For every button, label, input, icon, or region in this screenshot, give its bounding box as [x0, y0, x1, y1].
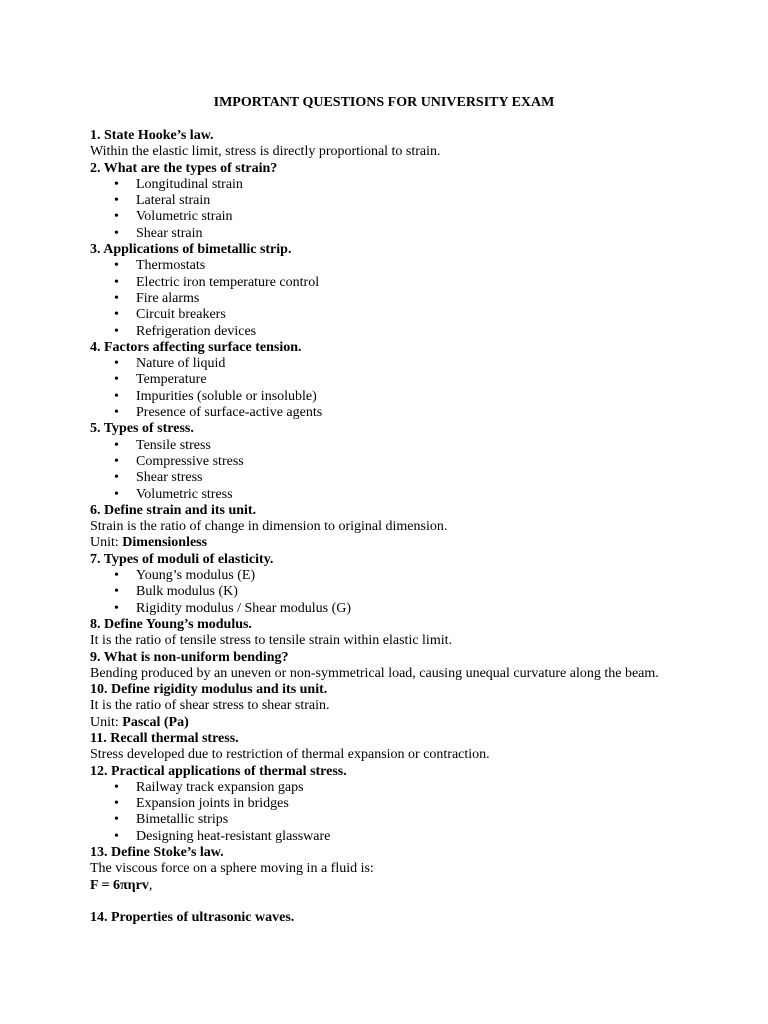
question-2-heading: 2. What are the types of strain? [90, 160, 278, 176]
question-10-heading: 10. Define rigidity modulus and its unit. [90, 682, 328, 698]
blank-line [90, 894, 750, 910]
list-item: • Tensile stress [90, 438, 750, 454]
list-item: • Rigidity modulus / Shear modulus (G) [90, 601, 750, 617]
question-4-list [90, 356, 750, 421]
list-item: • Expansion joints in bridges [90, 796, 750, 812]
question-9-heading: 9. What is non-uniform bending? [90, 649, 289, 665]
question-9-answer: Bending produced by an uneven or non-symmetrical load, causing unequal curvature along the beam. [90, 665, 659, 681]
question-12-heading: 12. Practical applications of thermal stress. [90, 763, 347, 779]
list-item: • Presence of surface-active agents [90, 405, 750, 421]
list-item: • Refrigeration devices [90, 324, 750, 340]
question-6-heading: 6. Define strain and its unit. [90, 502, 257, 518]
list-item: • Bulk modulus (K) [90, 584, 750, 600]
question-13-heading: 13. Define Stoke’s law. [90, 845, 224, 861]
list-item: • Designing heat-resistant glassware [90, 829, 750, 845]
question-5-list [90, 438, 750, 503]
question-5-heading: 5. Types of stress. [90, 421, 194, 437]
question-3-list [90, 258, 750, 339]
list-item: • Lateral strain [90, 193, 750, 209]
question-7-list [90, 568, 750, 617]
question-4-heading: 4. Factors affecting surface tension. [90, 339, 302, 355]
list-item: • Temperature [90, 372, 750, 388]
question-1-heading: 1. State Hooke’s law. [90, 128, 214, 143]
list-item: • Bimetallic strips [90, 812, 750, 828]
unit-value: Dimensionless [122, 535, 208, 551]
unit-label: Unit: [90, 535, 123, 551]
list-item: • Volumetric stress [90, 487, 750, 503]
unit-value: Pascal (Pa) [122, 714, 189, 730]
question-10-answer: It is the ratio of shear stress to shear strain. [90, 698, 330, 714]
question-11-answer: Stress developed due to restriction of thermal expansion or contraction. [90, 747, 490, 763]
list-item: • Electric iron temperature control [90, 275, 750, 291]
question-3-heading: 3. Applications of bimetallic strip. [90, 242, 292, 258]
question-2-list [90, 177, 750, 242]
question-8-answer: It is the ratio of tensile stress to tensile strain within elastic limit. [90, 633, 452, 649]
list-item: • Young’s modulus (E) [90, 568, 750, 584]
question-14-heading: 14. Properties of ultrasonic waves. [90, 910, 295, 926]
question-8-heading: 8. Define Young’s modulus. [90, 616, 252, 632]
list-item: • Shear strain [90, 226, 750, 242]
list-item: • Shear stress [90, 470, 750, 486]
formula-text: F = 6πηrv [90, 877, 149, 893]
question-7-heading: 7. Types of moduli of elasticity. [90, 551, 274, 567]
question-6-answer: Strain is the ratio of change in dimension to original dimension. [90, 519, 448, 535]
list-item: • Railway track expansion gaps [90, 780, 750, 796]
document-title: IMPORTANT QUESTIONS FOR UNIVERSITY EXAM [213, 95, 555, 110]
question-11-heading: 11. Recall thermal stress. [90, 730, 239, 746]
question-1-answer: Within the elastic limit, stress is directly proportional to strain. [90, 144, 441, 160]
unit-label: Unit: [90, 714, 123, 730]
list-item: • Volumetric strain [90, 209, 750, 225]
list-item: • Circuit breakers [90, 307, 750, 323]
formula-suffix: , [148, 877, 153, 893]
list-item: • Longitudinal strain [90, 177, 750, 193]
question-6-unit [90, 535, 750, 551]
list-item: • Fire alarms [90, 291, 750, 307]
list-item: • Impurities (soluble or insoluble) [90, 389, 750, 405]
list-item: • Nature of liquid [90, 356, 750, 372]
list-item: • Thermostats [90, 258, 750, 274]
list-item: • Compressive stress [90, 454, 750, 470]
stokes-formula [90, 878, 750, 894]
document-body [90, 128, 750, 927]
question-10-unit [90, 715, 750, 731]
question-13-answer: The viscous force on a sphere moving in a fluid is: [90, 861, 374, 877]
question-12-list [90, 780, 750, 845]
